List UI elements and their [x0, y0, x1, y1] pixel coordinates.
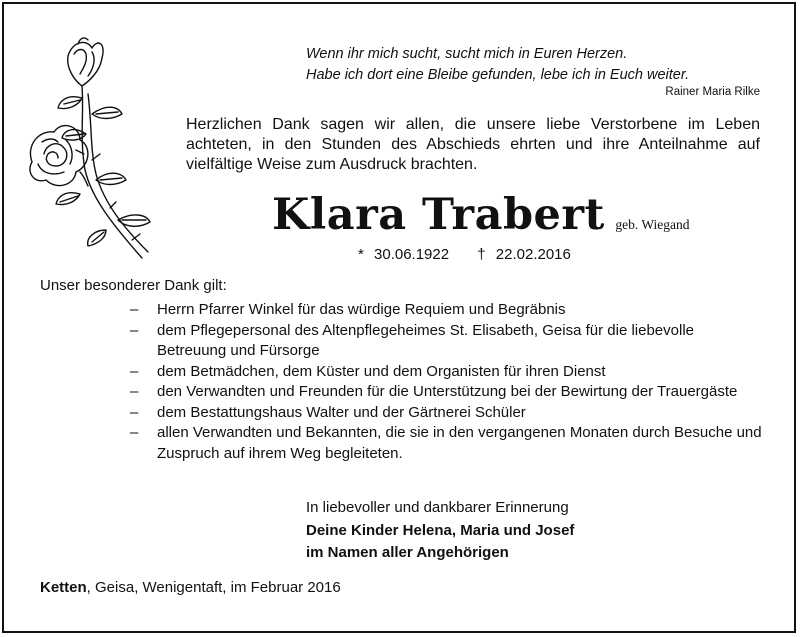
- list-item: [130, 300, 766, 321]
- death-symbol: †: [477, 246, 486, 263]
- list-bullet: –: [130, 383, 139, 400]
- signers: [306, 520, 574, 564]
- closing-line: In liebevoller und dankbarer Erinnerung: [306, 499, 569, 516]
- quote-line: Habe ich dort eine Bleibe gefunden, lebe ich in Euch weiter.: [306, 67, 690, 83]
- signer-line: Deine Kinder Helena, Maria und Josef: [306, 522, 575, 539]
- deceased-name: Klara Trabert: [272, 190, 605, 240]
- special-thanks-heading: Unser besonderer Dank gilt:: [40, 277, 227, 294]
- rose-illustration-icon: [22, 34, 172, 262]
- epitaph-quote: [306, 44, 766, 86]
- list-item-text: dem Pflegepersonal des Altenpflegeheimes St. Elisabeth, Geisa für die liebevolle Betreuung und Fürsorge: [157, 321, 694, 359]
- quote-author: Rainer Maria Rilke: [665, 86, 760, 98]
- thanks-paragraph: Herzlichen Dank sagen wir allen, die unsere liebe Verstorbene im Leben achteten, in den Stunden des Abschieds ehrten und ihre Anteilnahme auf vielfältige Weise zum Ausdruck brachten.: [186, 116, 760, 173]
- maiden-name: geb. Wiegand: [615, 217, 690, 232]
- list-bullet: –: [130, 424, 139, 441]
- list-item: [130, 321, 766, 362]
- list-item: [130, 423, 766, 464]
- list-item: [130, 403, 766, 424]
- birth-date: 30.06.1922: [374, 246, 450, 263]
- list-item-text: dem Bestattungshaus Walter und der Gärtnerei Schüler: [157, 403, 526, 421]
- list-bullet: –: [130, 362, 139, 380]
- birth-symbol: *: [358, 246, 364, 263]
- deceased-name-line: [272, 190, 690, 240]
- list-bullet: –: [130, 301, 139, 318]
- thanks-list: [130, 300, 766, 464]
- place-town: Ketten: [40, 579, 87, 596]
- death-date: 22.02.2016: [495, 246, 571, 263]
- place-rest: , Geisa, Wenigentaft, im Februar 2016: [86, 579, 341, 596]
- signer-line: im Namen aller Angehörigen: [306, 544, 509, 561]
- list-item-text: den Verwandten und Freunden für die Unterstützung bei der Bewirtung der Trauergäste: [157, 383, 738, 400]
- list-bullet: –: [130, 321, 139, 339]
- list-item: [130, 362, 766, 383]
- list-item-text: allen Verwandten und Bekannten, die sie in den vergangenen Monaten durch Besuche und Zuspruch auf ihrem Weg begleiteten.: [157, 424, 762, 462]
- life-dates: [358, 246, 577, 263]
- list-item: [130, 382, 766, 403]
- list-bullet: –: [130, 403, 139, 421]
- list-item-text: Herrn Pfarrer Winkel für das würdige Requiem und Begräbnis: [157, 301, 566, 318]
- list-item-text: dem Betmädchen, dem Küster und dem Organisten für ihren Dienst: [157, 362, 606, 380]
- place-and-date: [40, 579, 341, 596]
- quote-line: Wenn ihr mich sucht, sucht mich in Euren Herzen.: [306, 46, 628, 62]
